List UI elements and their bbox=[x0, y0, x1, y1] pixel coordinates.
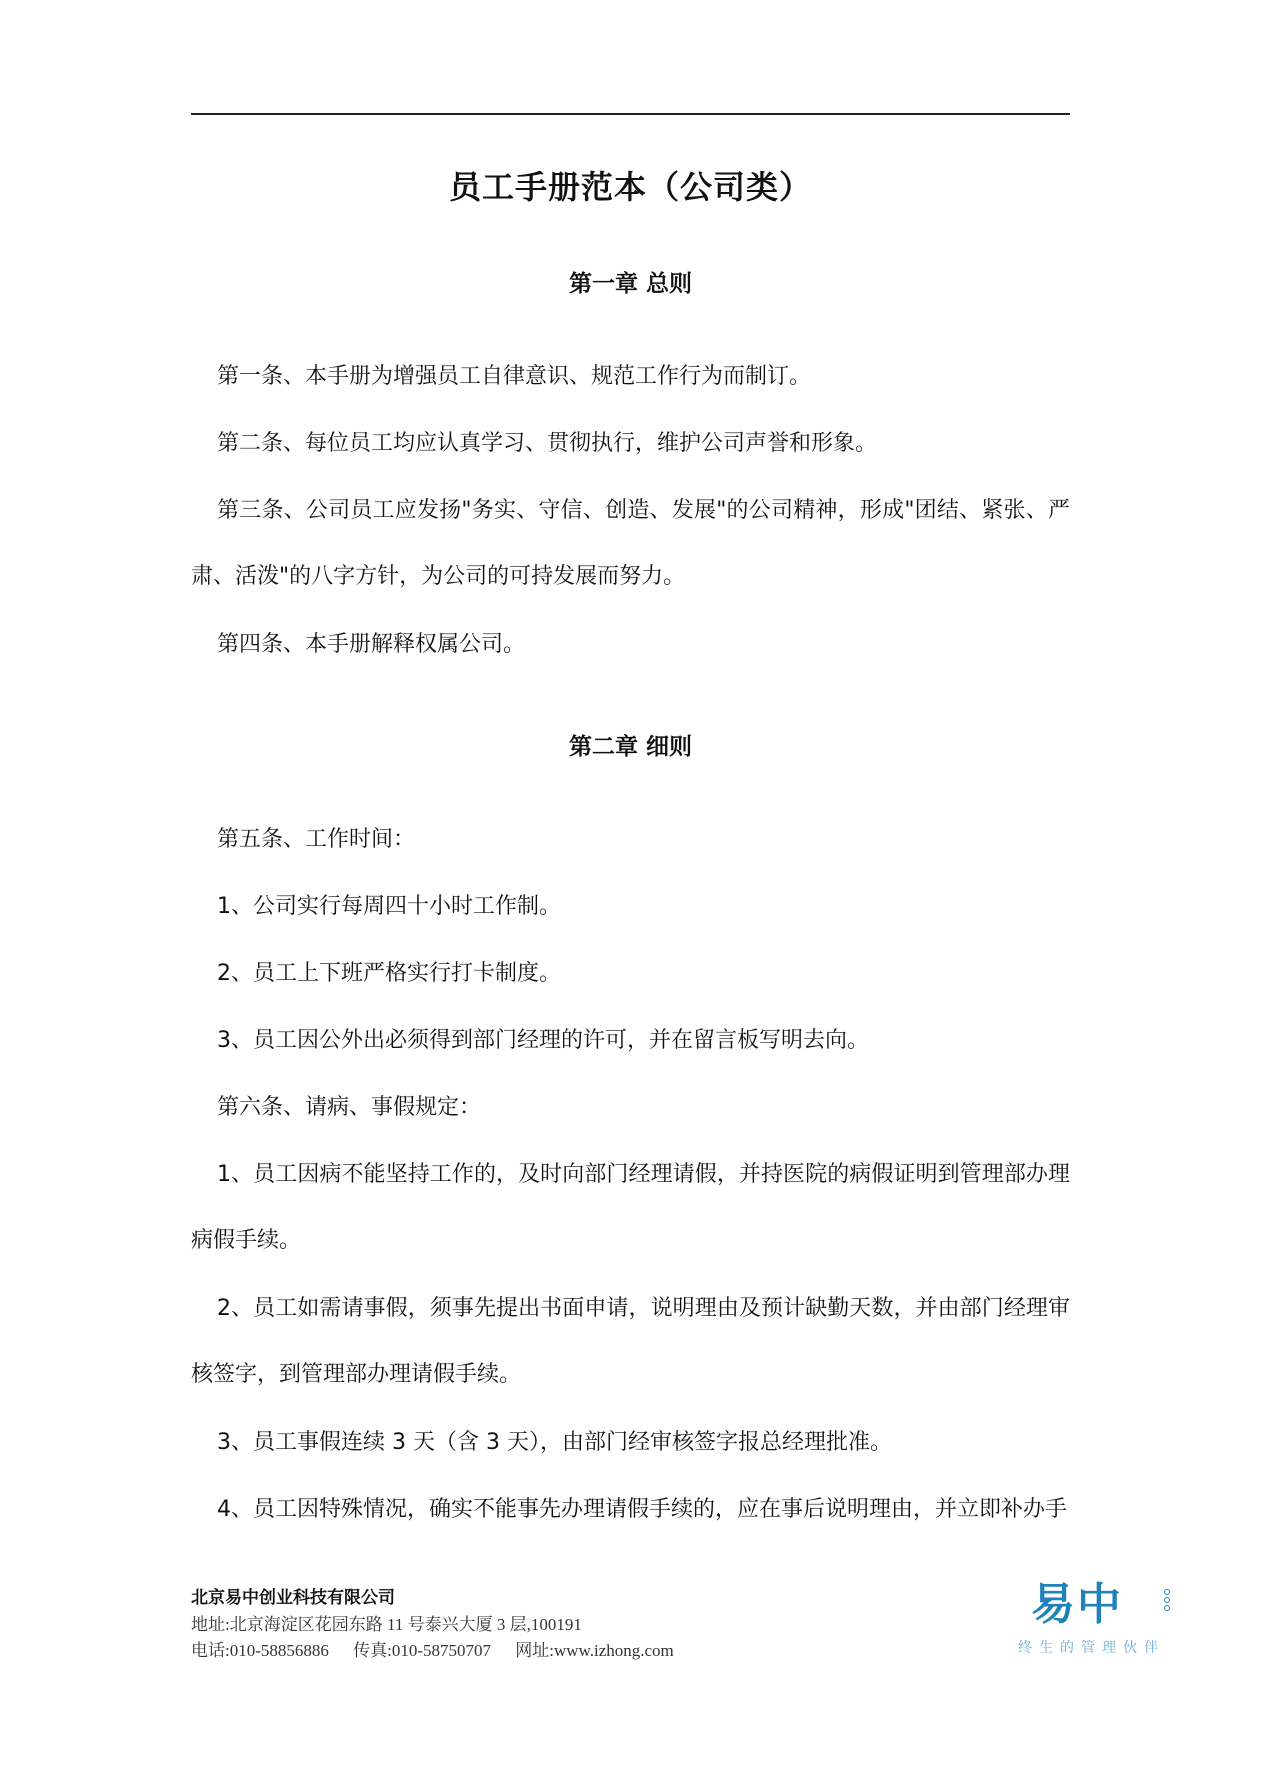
document-title: 员工手册范本（公司类） bbox=[448, 168, 812, 206]
article-paragraph: 第三条、公司员工应发扬"务实、守信、创造、发展"的公司精神，形成"团结、紧张、严肃、活泼"的八字方针，为公司的可持发展而努力。 bbox=[191, 498, 1070, 589]
company-logo bbox=[1018, 1575, 1178, 1665]
article-paragraph: 第二条、每位员工均应认真学习、贯彻执行，维护公司声誉和形象。 bbox=[217, 431, 878, 456]
article-paragraph: 第五条、工作时间： bbox=[217, 827, 416, 852]
article-paragraph: 第一条、本手册为增强员工自律意识、规范工作行为而制订。 bbox=[217, 364, 812, 389]
list-item: 1、公司实行每周四十小时工作制。 bbox=[217, 894, 561, 919]
logo-tagline: 终生的管理伙伴 bbox=[1018, 1640, 1165, 1656]
footer-fax: 传真:010-58750707 bbox=[353, 1641, 492, 1660]
list-item: 2、员工上下班严格实行打卡制度。 bbox=[217, 961, 561, 986]
list-item: 2、员工如需请事假，须事先提出书面申请，说明理由及预计缺勤天数，并由部门经理审核签字，到管理部办理请假手续。 bbox=[191, 1296, 1070, 1387]
list-item: 4、员工因特殊情况，确实不能事先办理请假手续的，应在事后说明理由，并立即补办手 bbox=[217, 1497, 1067, 1522]
list-item: 1、员工因病不能坚持工作的，及时向部门经理请假，并持医院的病假证明到管理部办理病假手续。 bbox=[191, 1162, 1070, 1253]
footer-website: 网址:www.izhong.com bbox=[515, 1641, 674, 1660]
footer-address: 地址:北京海淀区花园东路 11 号泰兴大厦 3 层,100191 bbox=[191, 1615, 582, 1634]
logo-dots-icon bbox=[1164, 1589, 1172, 1619]
footer-company-name: 北京易中创业科技有限公司 bbox=[191, 1588, 395, 1608]
chapter-heading: 第一章 总则 bbox=[568, 271, 692, 297]
article-paragraph: 第六条、请病、事假规定： bbox=[217, 1095, 482, 1120]
article-paragraph: 第四条、本手册解释权属公司。 bbox=[217, 632, 526, 657]
footer-contacts bbox=[191, 1638, 674, 1664]
chapter-heading: 第二章 细则 bbox=[568, 734, 692, 760]
list-item: 3、员工因公外出必须得到部门经理的许可，并在留言板写明去向。 bbox=[217, 1028, 869, 1053]
footer-phone: 电话:010-58856886 bbox=[191, 1641, 329, 1660]
list-item: 3、员工事假连续 3 天（含 3 天），由部门经审核签字报总经理批准。 bbox=[217, 1430, 892, 1455]
header-rule bbox=[191, 113, 1070, 115]
logo-mark: 易中 bbox=[1031, 1579, 1123, 1630]
